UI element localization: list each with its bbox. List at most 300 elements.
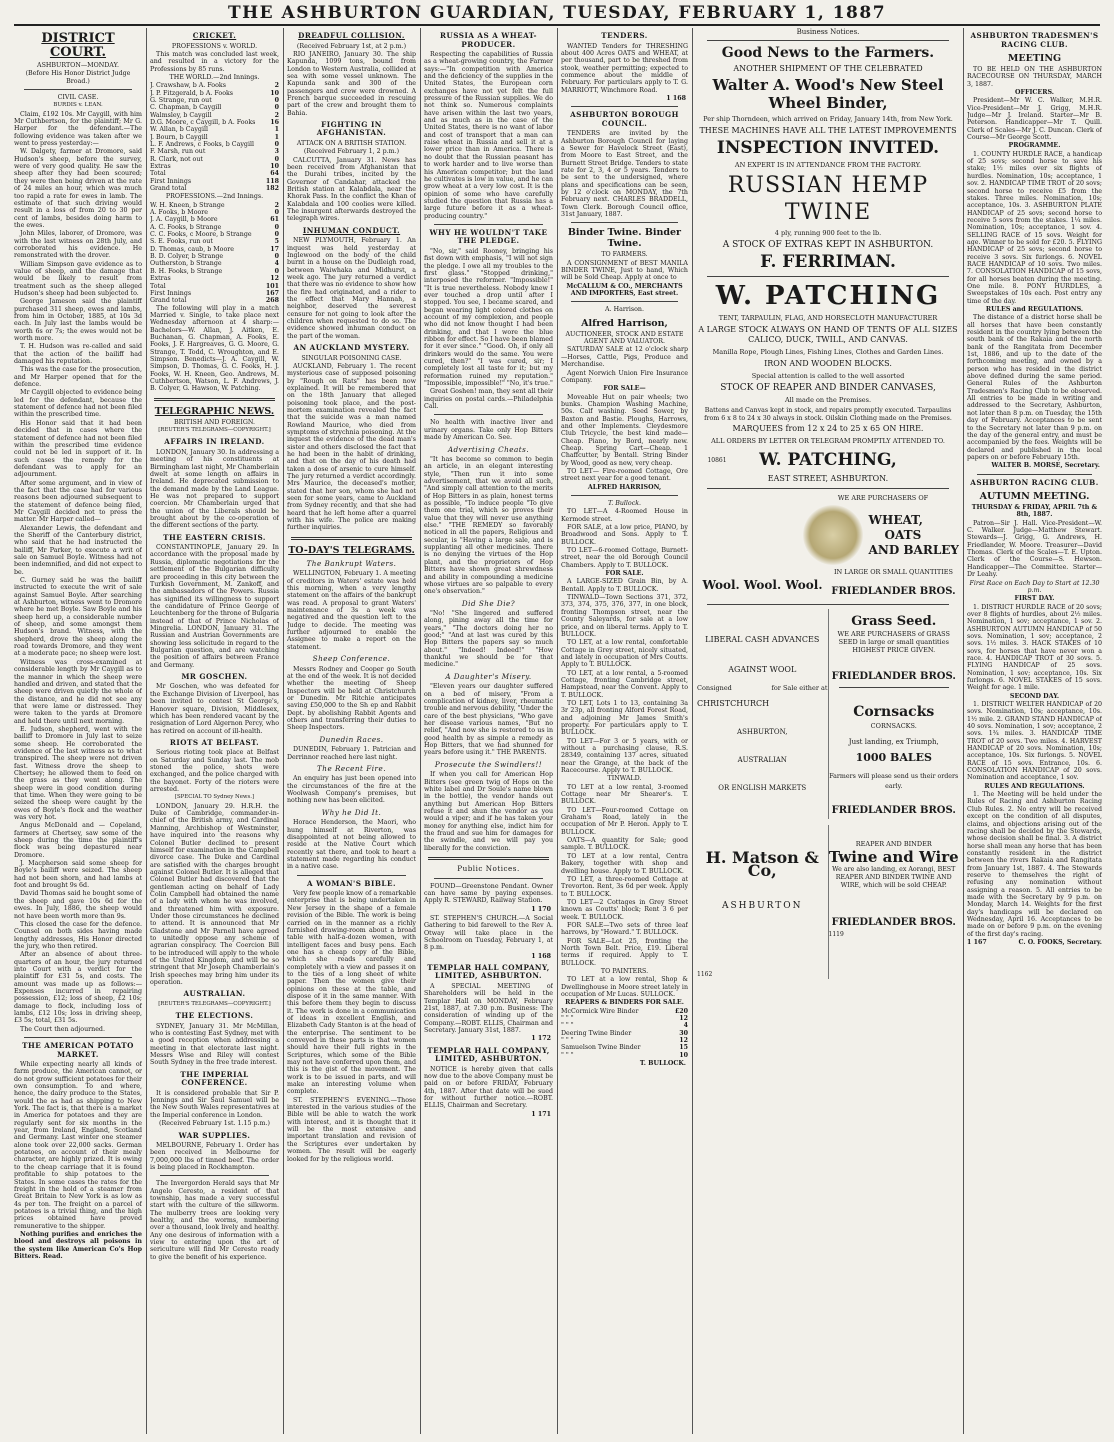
divider <box>571 301 678 302</box>
article-paragraph: Messrs Rodney and Cooper go South at the end of the week. It is not decided whether the meeting of Sheep Inspectors will be held at Christchurch or Dunedin. Mr Ritchie anticipates saving £50,000 to the Sh ep and Rabbit Dept. by abolishing Rabbit Agents and others and transferring their duties to Sheep Inspectors. <box>287 665 416 732</box>
racing-intro: TO BE HELD ON THE ASHBURTON RACECOURSE ON THURSDAY, MARCH 3, 1887. <box>967 66 1102 88</box>
price-row <box>561 1044 688 1051</box>
score-row <box>150 202 279 209</box>
expert-line: AN EXPERT IS IN ATTENDANCE FROM THE FACTORY. <box>734 161 922 170</box>
score-row-value: 12 <box>270 275 279 283</box>
ad-number: 10861 <box>707 456 727 464</box>
price-row <box>561 1030 688 1037</box>
score-row-value: 10 <box>270 89 279 97</box>
score-row-value: 2 <box>274 82 279 90</box>
rules-heading-2: RULES AND REGULATIONS. <box>984 782 1085 790</box>
article-paragraph: Alexander Lewis, the defendant and the Sheriff of the Canterbury district, who said that he had instructed the bailiff, Mr Parker, to execute a writ of sale on Samuel Boyle. Witness had not been indemnified, and did not expect to be. <box>14 524 142 576</box>
bullock-ad: OATS—A quantity for Sale; good sample. T. BULLOCK. <box>561 837 688 852</box>
fire-title: The Recent Fire. <box>317 763 386 773</box>
ad-number: 1 168 <box>531 952 551 960</box>
bullock-sig: T. BULLOCK. <box>639 1060 686 1068</box>
score-row <box>150 246 279 253</box>
article-paragraph: Witness was cross-examined at considerable length by Mr Caygill as to the manner in which the sheep were handled and driven, and stated that the sheep were driven quietly the whole of the distance, and he did not see any that were lame or distressed. They were taken to the yards at Dromore and held there until next morning. <box>14 658 142 725</box>
article-paragraph: This closed the case for the defence. Counsel on both sides having made lengthy addresses, His Honor directed the jury, who then retired. <box>14 920 142 950</box>
mccallum-firm: McCALLUM & CO., MERCHANTS AND IMPORTERS, East street. <box>566 282 683 298</box>
second-day-list: 1. DISTRICT WELTER HANDICAP of 20 sovs. Nomination, 10s; acceptance, 10s. 1½ mile. 2. GRAND STAND HANDICAP of 40 sovs. Nomination, 1 sov; acceptance, 2 sovs. 1¾ miles. 3. HANDICAP TIME TROT of 20 sovs. Two miles. 4. HARVEST HANDICAP of 20 sovs. Nomination, 10s; acceptance, 10s. Six furlongs. 5. NOVEL RACE of 15 sovs. Entrance, 10s. 6. CONSOLATION HANDICAP of 20 sovs. Nomination and acceptance, 1 sov. <box>967 701 1102 782</box>
inhuman-title: INHUMAN CONDUCT. <box>302 225 401 235</box>
article-paragraph: The Invergordon Herald says that Mr Angelo Ceresto, a resident of that township, has made a very successful start with the culture of the silkworm. The mulberry trees are looking very healthy, and the worms, numbering over a thousand, look lively and healthy. Any one desirous of information with a view to entering upon the art of sericulture will find Mr Ceresto ready to give the benefit of his experience. <box>150 1180 279 1261</box>
racing-footer <box>967 939 1102 946</box>
insurance-agent: Agent Norwich Union Fire Insurance Company. <box>561 369 688 384</box>
premises-line: All made on the Premises. <box>784 396 872 405</box>
telegraph-subtitle: BRITISH AND FOREIGN. <box>174 418 255 426</box>
score-row-label: J. P. Fitzgerald, b A. Fooks <box>150 89 234 97</box>
reuter-credit: [REUTER'S TELEGRAMS—COPYRIGHT.] <box>158 1000 271 1007</box>
price-row-label: " " " <box>561 1022 574 1030</box>
twine-block <box>828 825 960 978</box>
article-paragraph: Great Goshen! man, they sent all their inquiries on postal cards.—Philadelphia Call. <box>424 388 553 411</box>
dunedin-title: Dunedin Races. <box>319 734 384 744</box>
score-row-value: 0 <box>274 267 279 275</box>
divider <box>707 604 949 605</box>
ad-number: 1162 <box>697 971 713 979</box>
score-row-value: 3 <box>274 148 279 156</box>
afghanistan-title: FIGHTING IN AFGHANISTAN. <box>316 119 387 138</box>
article-paragraph: ST. STEPHEN'S EVENING.—Those interested in the various studies of the Bible will be able to watch the work with interest, and it is thought that it will be the most extensive and important translation and revision of the Scriptures ever undertaken by women. The result will be eagerly looked for by the religious world. <box>287 1096 416 1163</box>
cricket-intro: This match was concluded last week, and resulted in a victory for the Professions by 85 runs. <box>150 50 279 73</box>
score-row-label: Walmsley, b Caygill <box>150 111 212 119</box>
grass-body: WE ARE PURCHASERS of GRASS SEED in large or small quantities HIGHEST PRICE GIVEN. <box>837 630 950 655</box>
article-paragraph: No health with inactive liver and urinary organs. Take only Hop Bitters made by American Co. See. <box>424 419 553 442</box>
did-she-die-title: Did She Die? <box>461 598 516 608</box>
friedlander-name: FRIEDLANDER BROS. <box>831 586 956 598</box>
reaper-binder: REAPER AND BINDER <box>855 840 932 849</box>
matson-name: H. Matson & Co, <box>705 848 819 881</box>
manilla-line: Manilla Rope, Plough Lines, Fishing Lines, Clothes and Garden Lines. <box>712 348 944 357</box>
score-row-label: W. H. Kneen, b Strange <box>150 201 225 209</box>
score-row-label: First Innings <box>150 177 192 185</box>
public-notices-title: Public Notices. <box>457 864 520 873</box>
ad-number: 1 167 <box>967 939 987 946</box>
divider <box>571 495 678 496</box>
score-row-label: Extras <box>150 163 171 170</box>
friedlander-name: FRIEDLANDER BROS. <box>831 805 956 817</box>
cricket-teams: The following will play in a match Married v. Single, to take place next Wednesday afternoon at 4 sharp:—Bachelors—W. Allan, J. Aitken, E. Buchanan, G. Chapman, A. Fooks, E. Fooks, J. F. Hargreaves, G. G. Moore, G. Strange, T. Todd, C. Wroughton, and E. Simpson. Benedicts—J. A. Caygill, W. Simpson, D. Thomas, G. C. Fooks, H. J. Fooks, W. H. Kneen, Geo. Andrews, M. Cuthbertson, Watson, L. F. Andrews, J. B. Colyer, G. Hawson, W. Patching. <box>150 304 279 393</box>
score-row-value: 64 <box>270 170 279 178</box>
score-row-label: R. Clark, not out <box>150 155 203 163</box>
ad-number: 1 171 <box>531 1110 551 1118</box>
score-row <box>150 253 279 260</box>
column-rule <box>692 28 693 1434</box>
cornsacks-headline: Cornsacks <box>853 704 935 721</box>
score-row <box>150 297 279 304</box>
article-paragraph: C. Gurney said he was the bailiff instructed to execute the writ of sale against Samuel Boyle. After searching at Ashburton, witness went to Dromore where he met Boyle. Saw Boyle and his sheep herd up, a considerable number of sheep, and some amongst them Hudson's brand. Witness, with the shepherd, drove the sheep along the road towards Dromore, and they went at a moderate pace; no sheep were lost. <box>14 577 142 658</box>
harrison-sig: ALFRED HARRISON, <box>587 483 662 491</box>
score-row <box>150 82 279 89</box>
article-paragraph: LONDON, January 30. In addressing a meeting of his constituents at Birmingham last night, Mr Chamberlain dwelt at some length on affairs in Ireland. He deprecated submission to the demand made by the Land League. He was not prepared to support coercion. Mr Chamberlain urged that the union of the Liberals should be brought about by the co-operation of the different sections of the party. <box>150 448 279 530</box>
potato-title: THE AMERICAN POTATO MARKET. <box>22 1041 134 1059</box>
score-row <box>150 170 279 177</box>
score-row <box>150 275 279 282</box>
price-row-value: 15 <box>679 1044 688 1052</box>
article-paragraph: After some argument, and in view of the fact that the case had for various reasons been adjourned subsequent to the statement of defence being filed, Mr Caygill decided not to press the matter. Mr Harper called— <box>14 479 142 524</box>
place-line: ASHBURTON—MONDAY. <box>37 62 119 69</box>
pledge-title: WHY HE WOULDN'T TAKE THE PLEDGE. <box>429 227 548 246</box>
price-row <box>561 1008 688 1015</box>
first-day-heading: FIRST DAY. <box>1014 595 1055 603</box>
matson-block <box>697 825 828 978</box>
column-cricket-telegraph <box>150 28 279 1434</box>
price-row-label: " " " <box>561 1051 574 1059</box>
article-paragraph: "No, sir," said Rooney, bringing his fist down with emphasis, "I will not sign the pledge. I owe all my troubles to the first glass." "Stopped drinking," interposed the reformer. "Impossible!" "It is true nevertheless. Nobody knew I ever touched a drop until after I stopped. You see, I became scared, and began wearing light colored clothes on account of my complexion, and people who did not know thought I had been drinking, and that I wore the blue ribbon for effect. So I have been blamed for it ever since." "Good. Oh, if only all drinkers would do the same. You were cured, then?" "I was cured, sir; I completely lost all taste for it; but my reformation ruined my reputation." "Impossible, impossible!" "No, it's true." <box>424 247 553 388</box>
cricket-title: CRICKET. <box>192 31 237 40</box>
article-paragraph: After an absence of about three-quarters of an hour, the jury returned into Court with a verdict for the plaintiff for £31 5s, and costs. The amount was made up as follows:—Expenses incurred in repairing possession, £12; loss of sheep, £2 10s; damage to flock, including loss of lambs, £12 10s; loss in driving sheep, £3 5s; total, £31 5s. <box>14 951 142 1025</box>
score-row-label: F. Marsh, run out <box>150 148 206 156</box>
barley-label: AND BARLEY <box>868 542 959 557</box>
score-row <box>150 156 279 163</box>
collision-title: DREADFUL COLLISION. <box>298 31 405 40</box>
masthead: THE ASHBURTON GUARDIAN, TUESDAY, FEBRUARY 1, 1887 <box>14 2 1100 26</box>
wheat-label: WHEAT, <box>868 512 923 527</box>
article-paragraph: CONSTANTINOPLE, January 29. In accordance with the proposal made by Russia, diplomatic negotiations for the settlement of the Bulgarian difficulty are proceeding in this city between the Turkish Government, M. Zankoff, and the ambassadors of the Powers. Russia has signified its willingness to support the candidature of Prince George of Leuchtenberg for the throne of Bulgaria instead of that of Prince Nicholas of Mingrelia. LONDON, January 31. The Russian and Austrian Governments are showing less solicitude in regard to the Bulgarian question, and are watching the position of affairs between France and Germany. <box>150 544 279 669</box>
score-row-label: A. Fooks, b Moore <box>150 209 209 217</box>
score-row-value: 167 <box>265 289 279 297</box>
score-row-value: 10 <box>270 163 279 170</box>
racing-secretary: WALTER B. MORSE, Secretary. <box>991 462 1100 470</box>
divider <box>571 106 678 107</box>
received-line: (Received February 1st. 1.15 p.m.) <box>159 1120 270 1128</box>
advances-row <box>697 609 959 819</box>
district-court-title: DISTRICT COURT. <box>41 31 115 60</box>
notice-templar: A SPECIAL MEETING of Shareholders will be held in the Templar Hall on MONDAY, February 21st, 1887, at 7.30 p.m. Business: The consideration of winding up of the Company.—ROBT. ELLIS, Chairman and Secretary. January 31st, 1887. <box>424 982 553 1034</box>
divider <box>160 1175 269 1176</box>
large-stock: A LARGE STOCK ALWAYS ON HAND OF TENTS OF ALL SIZES CALICO, DUCK, TWILL, AND CANVAS. <box>698 325 958 345</box>
racing-secretary-2: C. O. FOOKS, Secretary. <box>1018 939 1102 946</box>
price-row-value: 4 <box>683 1022 688 1030</box>
bullock-ad: TINWALD—Town Sections 371, 372, 373, 374, 375, 376, 377, in one block, fronting Thompson street, near the County Saleyards, for sale at a low price, and on liberal terms. Apply to T. BULLOCK. <box>561 594 688 638</box>
bullock-ad: TO LET—2 Cottages in Grey Street known as Coutts' block; Rent 3 6 per week. T. BULLOCK. <box>561 898 688 921</box>
divider <box>434 224 543 225</box>
score-row-value: 0 <box>274 231 279 239</box>
first-race-line: First Race on Each Day to Start at 12.30 p.m. <box>969 579 1100 594</box>
wool-block <box>697 565 828 600</box>
score-row <box>150 97 279 104</box>
bullock-heading: T. Bullock. <box>607 500 642 507</box>
notice-templar-2: NOTICE is hereby given that calls now due to the above Company must be paid on or before FRIDAY, February 4th, 1887. After that date will be sued for without further notice.—ROBT. ELLIS, Chairman and Secretary. <box>424 1065 553 1110</box>
score-row-value: 17 <box>270 245 279 253</box>
consign-line <box>697 685 828 692</box>
ad-number: 1119 <box>828 931 844 939</box>
article-paragraph: David Thomas said he bought some of the sheep and gave 10s 6d for the ewes. In July, 1886, the sheep would not have been worth more than 9s. <box>14 890 142 920</box>
second-day-heading: SECOND DAY. <box>1009 692 1060 700</box>
for-sale-heading: FOR SALE— <box>603 385 646 393</box>
divider <box>977 474 1092 475</box>
mystery-title: AN AUCKLAND MYSTERY. <box>293 343 410 353</box>
divider <box>291 537 412 540</box>
daughter-title: A Daughter's Misery. <box>445 671 532 681</box>
score-row-label: Total <box>150 170 166 178</box>
racing-club-2: ASHBURTON RACING CLUB. <box>970 477 1099 487</box>
christchurch: CHRISTCHURCH <box>697 698 770 708</box>
score-row <box>150 224 279 231</box>
officers-list: President—Mr W. C. Walker, M.H.R. Vice-President—Mr J. Grigg, M.H.R. Judge—Mr J. Ireland. Starter—Mr B. Peterson. Handicapper—Mr T. Quill. Clerk of Scales—Mr J. C. Duncan. Clerk of Course—Mr George Scott. <box>967 97 1102 142</box>
council-title: ASHBURTON BOROUGH COUNCIL. <box>570 110 679 128</box>
special-credit: [SPECIAL TO Sydney News.] <box>174 794 255 801</box>
bullock-ad: TO LET, at a low rental, a 5-roomed Cottage, fronting Cambridge street, Hampstead, near the Convent. Apply to T. BULLOCK. <box>561 669 688 699</box>
english-markets: OR ENGLISH MARKETS <box>718 783 807 792</box>
divider <box>154 398 275 401</box>
twine-wire-headline: Twine and Wire <box>828 848 959 867</box>
ashburton-label: ASHBURTON, <box>737 727 788 736</box>
canvases-line: STOCK OF REAPER AND BINDER CANVASES, <box>720 383 936 394</box>
tinwald-heading: TINWALD. <box>607 775 642 783</box>
article-paragraph: Respecting the capabilities of Russia as a wheat-growing country, the Farmer says:—"In competition with America and the deficiency of the supplies in the United States, the European corn exchanges have not yet felt the full pressure of the Russian supplies. We do not think so. Numerous complaints have arisen within the last two years, and as much as in the case of the United States, there is no want of labor and cost of transport that a man can raise wheat in Russia and sell it at a lower price than in America. There is no doubt that the Russian peasant has to work harder and to live worse than his American competitor; but the land he cultivates is low in value, and he can grow wheat at a very low cost. It is the opinion of some who have carefully studied the question that Russia has a large future before it as a wheat-producing country." <box>424 51 553 220</box>
article-paragraph: MELBOURNE, February 1. Order has been received in Melbourne for 7,000,000 lbs of tinned beef. The order is being placed in Rockhampton. <box>150 1142 279 1172</box>
ship-line: Per ship Thorndeen, which arrived on Friday, January 14th, from New York. <box>703 115 953 124</box>
article-paragraph: It is considered probable that Sir P. Jennings and Sir Saul Samuel will be the New South Wales representatives at the Imperial conference in London. <box>150 1089 279 1119</box>
article-paragraph: Mr Caygill objected to evidence being led for the defendant, because the statement of defence had not been filed within the prescribed time. <box>14 389 142 419</box>
score-row <box>150 260 279 267</box>
divider <box>434 414 543 415</box>
wool-row <box>697 565 959 600</box>
score-row-value: 0 <box>274 253 279 261</box>
score-row-value: 0 <box>274 223 279 231</box>
first-day-list: 1. DISTRICT HURDLE RACE of 20 sovs; over 8 flights of hurdles, about 2½ miles. Nomination, 1 sov; acceptance, 1 sov. 2. ASHBURTON AUTUMN HANDICAP of 50 sovs. Nomination, 1 sov; acceptance, 2 sovs. 1½ miles. 3. HACK STAKES of 10 sovs, for horses that have never won a race. 4. HANDICAP TROT of 30 sovs. 5. FLYING HANDICAP of 25 sovs. Nomination, 1 sov; acceptance, 10s. Six furlongs. 6. NOVEL STAKES of 15 sovs. Weight for age. 1 mile. <box>967 603 1102 692</box>
ad-number: 1 170 <box>531 905 551 913</box>
score-row-value: 182 <box>265 185 279 193</box>
sheep-title: Sheep Conference. <box>312 654 391 664</box>
article-paragraph: AUCKLAND, February 1. The recent mysterious case of supposed poisoning by "Rough on Rats" has been now explained. It will be remembered that on the 18th January that alleged poisoning took place, and the post-mortem examination revealed the fact that the suicide was a man named Rowland Maurice, who died from symptoms of strychnia poisoning. At the inquest the evidence of the dead man's sister and others disclosed the fact that he had been in the habit of drinking, and that on the day of his death had taken a dose of arsenic to cure himself. The jury returned a verdict accordingly. Mrs Maurice, the deceased's mother, stated that her son, whom she had not seen for some years, came to Auckland from Sydney recently, and that she had heard that he left home after a quarrel with his wife. The police are making further inquiries. <box>287 362 416 532</box>
case-name: BURDIS v. LEAN. <box>53 102 103 109</box>
riots-title: RIOTS AT BELFAST. <box>169 737 260 747</box>
east-street: EAST STREET, ASHBURTON. <box>767 474 889 484</box>
article-paragraph: "Eleven years our daughter suffered on a bed of misery, "From a complication of kidney, liver, rheumatic trouble and nervous debility, "Under the care of the best physicians, "Who gave her disease various names, "But no relief, "And now she is restored to us in good health by as simple a remedy as Hop Bitters, that we had shunned for years before using it." THE PARENTS. <box>424 683 553 757</box>
article-paragraph: T. H. Hudson was re-called and said that the action of the bailiff had damaged his reputation. <box>14 343 142 366</box>
score-row-label: L. F. Andrews, c Fooks, b Caygill <box>150 140 254 148</box>
matson-row <box>697 825 959 978</box>
notice-st-stephens: ST. STEPHEN'S CHURCH.—A Social Gathering to bid farewell to the Rev A. Otway will take place in the Schoolroom on Tuesday, February 1, at 8 p.m. <box>424 914 553 952</box>
farmers-line: Farmers will please send us their orders early. <box>829 773 959 791</box>
advances-block <box>697 609 828 819</box>
binder-twine-title: Binder Twine. Binder Twine. <box>567 227 682 250</box>
patching-footer <box>697 448 959 472</box>
article-paragraph: "It has become so common to begin an article, in an elegant interesting style, "Then run it into some advertisement, that we avoid all such, "And simply call attention to the merits of Hop Bitters in as plain, honest terms as possible, "To induce people "To give them one trial, which so proves their value that they will never use anything else." "THE REMEDY so favorably noticed in all the papers, Religious and secular, is "Having a large sale, and is supplanting all other medicines. There is no denying the virtues of the Hop plant, and the proprietors of Hop Bitters have shown great shrewdness and ability in compounding a medicine whose virtues are so palpable to every one's observation." <box>424 456 553 596</box>
column-telegrams <box>287 28 416 1434</box>
patching-name-2: W. PATCHING, <box>759 450 897 471</box>
article-paragraph: WELLINGTON, February 1. A meeting of creditors in Waters' estate was held this morning, when a very lengthy statement on the affairs of the bankrupt was read. A proposal to grant Waters' maintenance of 3s a week was negatived and the question left to the Judge to decide. The meeting was further adjourned to enable the Assignee to make a report on the statement. <box>287 570 416 651</box>
prosecute-title: Prosecute the Swindlers!! <box>434 759 543 769</box>
liberal-cash: LIBERAL CASH ADVANCES <box>705 635 820 645</box>
eastern-title: THE EASTERN CRISIS. <box>163 532 266 542</box>
score-row-label: Grand total <box>150 297 187 305</box>
saturday-sale: SATURDAY SALE at 12 o'clock sharp —Horses, Cattle, Pigs, Produce and Merchandise. <box>561 346 688 369</box>
professions-innings-title: PROFESSIONS.—2nd Innings. <box>165 193 264 201</box>
australian-label: AUSTRALIAN <box>737 755 787 764</box>
telegraphic-news-title: TELEGRAPHIC NEWS. <box>154 405 275 417</box>
column-rule <box>557 28 558 1434</box>
article-paragraph: CALCUTTA, January 31. News has been received from Afghanistan that the Durahi tribes, incited by the Governor of Candahar, attacked the British station at Kalabdala, near the Khorak Pass. In the conflict the Khan of Kalabdala and 100 coolies were killed. The insurgent afterwards destroyed the telegraph wires. <box>287 156 416 223</box>
latest-improvements: THESE MACHINES HAVE ALL THE LATEST IMPROVEMENTS <box>699 126 957 136</box>
divider <box>839 687 950 688</box>
ply-line: 4 ply, running 900 feet to the lb. <box>774 229 882 238</box>
score-row-label: First Innings <box>150 289 192 297</box>
programme-list: 1. COUNTY HURDLE RACE, a handicap of 25 sovs; second horse to save his stake; 1½ miles over six flights of hurdles. Nomination, 10s; acceptance, 1 sov. 2. HANDICAP TIME TROT of 20 sovs; second horse to receive £5 from the stakes. Three miles. Nomination, 10s; acceptance, 10s. 3. ASHBURTON PLATE HANDICAP of 25 sovs; second horse to receive 5 sovs from the stakes. 1¼ miles. Nomination, 10s; acceptance, 1 sov. 4. SELLING RACE of 15 sovs. Weight for age. Winner to be sold for £20. 5. FLYING HANDICAP of 25 sovs; second horse to receive 3 sovs. Six furlongs. 6. NOVEL RACE HANDICAP of 10 sovs. Two miles. 7. CONSOLATION HANDICAP of 15 sovs, for all horses beaten during the meeting. One mile. 8. PONY HURDLES, a Sweepstakes of 10s each. Post entry any time of the day. <box>967 150 1102 305</box>
binder-body: A CONSIGNMENT of BEST MANILA BINDER TWINE, Just to hand, Which will be Sold Cheap. Apply at once to <box>561 259 688 282</box>
price-row <box>561 1022 688 1029</box>
to-farmers: TO FARMERS. <box>601 251 648 259</box>
harrison-small: A. Harrison. <box>605 306 644 314</box>
score-row-label: B. H. Fooks, b Strange <box>150 267 223 275</box>
score-row-value: 2 <box>274 111 279 119</box>
bankrupt-title: The Bankrupt Waters. <box>306 558 397 568</box>
elections-title: THE ELECTIONS. <box>175 1011 254 1021</box>
divider <box>297 875 406 876</box>
harrison-name: Alfred Harrison, <box>581 317 668 329</box>
score-row <box>150 163 279 170</box>
score-row <box>150 290 279 297</box>
purchasers-line: WE ARE PURCHASERS OF <box>837 494 929 503</box>
world-innings-title: THE WORLD.—2nd Innings. <box>169 73 260 81</box>
article-paragraph: The Court then adjourned. <box>20 1025 105 1033</box>
article-paragraph: SYDNEY, January 31. Mr McMillan, who is contesting East Sydney, met with a good reception when addressing a meeting in that electorate last night. Messrs Wise and Riley will contest South Sydney in the free trade interest. <box>150 1022 279 1067</box>
price-row-label: Samuelson Twine Binder <box>561 1044 641 1052</box>
score-row <box>150 268 279 275</box>
battens-line: Battens and Canvas kept in stock, and repairs promptly executed. Tarpaulins from 6 x 8 to 24 x 30 always in stock. Oilskin Clothing made on the Premises. <box>704 407 952 422</box>
score-row-value: 4 <box>274 260 279 268</box>
for-sale-heading: FOR SALE. <box>605 570 644 578</box>
tenders-title: TENDERS. <box>601 31 648 40</box>
templar-title-2: TEMPLAR HALL COMPANY, LIMITED, ASHBURTON. <box>427 1045 550 1064</box>
against-wool: AGAINST WOOL <box>728 665 797 675</box>
score-row <box>150 134 279 141</box>
score-row-value: 2 <box>274 201 279 209</box>
column-rule <box>283 28 284 1434</box>
war-supplies-title: WAR SUPPLIES. <box>178 1130 251 1140</box>
score-row-label: J. A. Caygill, b Moore <box>150 216 218 224</box>
for-sale-list: Moveable Hut on pair wheels; two bunks. Champion Washing Machine, 50s. Calf washing. Seed Sower, by Baxton and Bastie. Ploughs, Harrows, and other Implements. Cleydesmore Club Tricycle, the best kind made—Cheap. Piano, by Bord, nearly new. Cheap. Spring Cart—Cheap. 1 Chaffcutter, by Bentall. String Binder by Wood, good as new, very cheap. <box>561 393 688 467</box>
special-attention: Special attention is called to the well assorted <box>751 372 905 381</box>
cornsacks-sub: CORNSACKS. <box>870 722 917 731</box>
price-row-label: " " " <box>561 1015 574 1023</box>
score-row-label: Grand total <box>150 185 187 193</box>
article-paragraph: W. Dalgety, farmer at Dromore, said Hudson's sheep, before the survey, were of very good quality. He saw the sheep after they had been scoured; they were then being driven at the rate of 24 miles an hour, which was much too rapid a rate for ewes in lamb. The estimate of that such driving would result in a loss of from 20 to 30 per cent of lambs, besides doing harm to the ewes. <box>14 148 142 229</box>
ferriman-name: F. FERRIMAN. <box>760 252 896 273</box>
article-paragraph: NEW PLYMOUTH, February 1. An inquest was held yesterday at Inglewood on the body of the child burnt in a house on the Dudleigh road, between Waiwhaka and Midhurst, a week ago. The jury returned a verdict that there was no evidence to show how the fire had originated, and a rider to the effect that Mary Hannah, a neighbor, deserved the severest censure for not going to look after the children when requested to do so. The evidence showed inhuman conduct on the part of the woman. <box>287 237 416 340</box>
article-paragraph: Claim, £192 10s. Mr Caygill, with him Mr Cuthbertson, for the plaintiff; Mr G. Harper for the defendant.—The following evidence was taken after we went to press yesterday:— <box>14 110 142 148</box>
score-row <box>150 238 279 245</box>
score-row-label: D. Thomas, caub, b Moore <box>150 245 235 253</box>
goschen-title: MR GOSCHEN. <box>181 671 248 681</box>
grain-list <box>869 512 959 559</box>
column-rule <box>146 28 147 1434</box>
meeting-title: MEETING <box>1007 53 1062 64</box>
column-rule <box>963 28 964 1434</box>
score-row-label: D.G. Moore, c Caygill, b A. Fooks <box>150 118 256 126</box>
painters-heading: TO PAINTERS. <box>600 967 649 975</box>
price-row-label: " " " <box>561 1037 574 1045</box>
score-row <box>150 141 279 148</box>
column-district-court <box>14 28 142 1434</box>
article-paragraph: His Honor said that it had been decided that in cases where the statement of defence had not been filed within the prescribed time evidence could not be led in support of it. In such cases the remedy for the defendant was to apply for an adjournment. <box>14 419 142 479</box>
article-paragraph: Horace Henderson, the Maori, who hung himself at Riverton, was disappointed at not being allowed to reside at the Native Court which recently sat there, and took to heart a statement made regarding his conduct in a native case. <box>287 819 416 871</box>
divider <box>24 1037 132 1038</box>
conference-title: THE IMPERIAL CONFERENCE. <box>180 1069 249 1088</box>
todays-telegrams-title: TO-DAY'S TELEGRAMS. <box>288 544 415 556</box>
score-row-value: 0 <box>274 155 279 163</box>
hop-bitters-notice: Nothing purifies and enriches the blood and destroys all poisons in the system like American Co's Hop Bitters. Read. <box>14 1230 142 1260</box>
reapers-heading: REAPERS & BINDERS FOR SALE. <box>565 999 684 1007</box>
bullock-ad: FOR SALE—Lot 25, fronting the North Town Belt. Price, £19. Liberal terms if required. Apply to T. BULLOCK. <box>561 937 688 967</box>
professions-scorecard <box>150 202 279 305</box>
article-paragraph: Angus McDonald and — Copeland, farmers at Chertsey, saw some of the sheep during the time the plaintiff's flock was being depastured near Dromore. <box>14 822 142 859</box>
grass-block <box>828 609 960 819</box>
score-row-value: 0 <box>274 96 279 104</box>
article-paragraph: Very few people know of a remarkable enterprise that is being undertaken in New Jersey in the shape of a female revision of the Bible. The work is being carried on in the manner as a richly furnished drawing-room about a broad table with half-a-dozen women, with intelligent faces and busy pens. Each one has a cheap copy of the Bible, which she reads carefully and completely with a view and passes it on to the ties of a long sheet of white paper. Then the women give their opinions on these at the table, and dispose of it in the same manner. With this before them they begin to discuss it. The work is done in a communication of ideas in excellent English, and Elizabeth Cady Stanton is at the head of the enterprise. The sentiment to be conveyed in these parts is that women should have their full rights in the Scriptures, which some of the Bible may not have conferred upon them, and this is the gist of the movement. The work is to be issued in parts, and will make an interesting volume when complete. <box>287 890 416 1096</box>
score-row-label: C. Chapman, b Caygill <box>150 104 222 112</box>
bullock-ad: TO LET at a low rental, Shop & Dwellinghouse in Moore street lately in occupation of Mr Lucas. SULLOCK. <box>561 976 688 998</box>
stock-extras: A STOCK OF EXTRAS KEPT IN ASHBURTON. <box>722 240 934 251</box>
harrison-subtitle: AUCTIONEER, STOCK AND ESTATE AGENT AND VALUATOR. <box>565 330 684 346</box>
price-row-value: £20 <box>674 1007 688 1015</box>
score-row-value: 5 <box>274 238 279 246</box>
score-row <box>150 231 279 238</box>
why-title: Why he Did It. <box>321 807 382 817</box>
price-row-label: McCormick Wire Binder <box>561 1007 639 1015</box>
divider <box>707 488 949 489</box>
price-row <box>561 1037 688 1044</box>
score-row-label: Outherston, b Strange <box>150 260 222 268</box>
bullock-ad: TO LET at a low rental, Centra Bakery, together with shop and dwelling house. Apply to T. BULLOCK. <box>561 852 688 875</box>
ad-number: 1 168 <box>666 94 686 102</box>
officers-heading: OFFICERS. <box>1015 89 1054 97</box>
autumn-meeting-title: AUTUMN MEETING. <box>979 491 1090 503</box>
article-paragraph: RIO JANEIRO, January 30. The ship Kapunda, 1099 tons, bound from London to Western Australia, collided at sea with some vessel unknown. The Kapunda sank and 300 of the passengers and crew were drowned. A French barque succeeded in rescuing part of the crew and brought them to Bahia. <box>287 50 416 117</box>
reapers-price-list <box>561 1008 688 1059</box>
programme-heading: PROGRAMME. <box>1008 142 1061 150</box>
oats-label: OATS <box>884 527 922 542</box>
consign-label: Consigned <box>697 684 732 693</box>
wheat-sheaf-icon <box>803 505 863 565</box>
score-row-value: 61 <box>270 216 279 224</box>
score-row <box>150 90 279 97</box>
score-row-value: 1 <box>274 126 279 134</box>
matson-ashburton: ASHBURTON <box>721 901 803 912</box>
orders-line: ALL ORDERS BY LETTER OR TELEGRAM PROMPTLY ATTENDED TO. <box>711 437 945 446</box>
russia-title: RUSSIA AS A WHEAT-PRODUCER. <box>440 31 537 49</box>
friedlander-name: FRIEDLANDER BROS. <box>831 917 956 929</box>
article-paragraph: E. Judson, shepherd, went with the bailiff to Dromore in July last to seize some sheep. He corroborated the evidence of the last witness as to what transpired. The sheep were not driven fast. Witness drove the sheep to Chertsey; he allowed them to feed on the grass as they went along. The sheep were in good condition during that time. When they were going to be seized the sheep were caught by the ewes of Boyle's flock and the weather was very hot. <box>14 725 142 822</box>
score-row <box>150 185 279 192</box>
bullock-ad: TO LET at a low rental, 3-roomed Cottage near Mr Shearer's. T. BULLOCK. <box>561 783 688 806</box>
article-paragraph: DUNEDIN, February 1. Patrician and Derrinnor reached here last night. <box>287 746 416 761</box>
price-row <box>561 1052 688 1059</box>
friedlander-name: FRIEDLANDER BROS. <box>831 671 956 683</box>
price-row <box>561 1015 688 1022</box>
score-row <box>150 209 279 216</box>
for-sale-label: for Sale either at <box>771 684 828 693</box>
score-row-value: 1 <box>274 133 279 141</box>
templar-title: TEMPLAR HALL COMPANY, LIMITED, ASHBURTON. <box>427 962 550 981</box>
bible-title: A WOMAN'S BIBLE. <box>307 878 396 888</box>
score-row-label: A. C. Fooks, b Strange <box>150 223 222 231</box>
price-row-value: 30 <box>679 1029 688 1037</box>
column-tenders <box>561 28 688 1434</box>
bales-line: 1000 BALES <box>855 751 932 765</box>
blocks-line: IRON AND WOODEN BLOCKS. <box>764 359 892 369</box>
judge-line: (Before His Honor District Judge Broad.) <box>25 70 131 85</box>
notice-found: FOUND—Greenstone Pendant. Owner can have same by paying expenses. Apply R. STEWARD, Railway Station. <box>424 882 553 905</box>
ad-number: 1 172 <box>531 1035 551 1043</box>
price-row-value: 12 <box>679 1037 688 1045</box>
column-racing <box>967 28 1102 1434</box>
score-row <box>150 112 279 119</box>
received-line: (Received February 1st, at 2 p.m.) <box>296 42 407 50</box>
article-paragraph: LONDON, January 29. H.R.H. the Duke of Cambridge, commander-in-chief of the British army, and Cardinal Manning, Archbishop of Westminster, have inquired into the reasons why Colonel Butler declined to present himself for examination in the Campbell divorce case. The Duke and Cardinal are satisfied with the charges brought against Colonel Butler. It is alleged that Colonel Butler had discovered that the gentleman acting on behalf of Lady Colin Campbell had obtained the name of a lady with whom he was involved, and threatened him with exposure. Under those circumstances he declined to attend. It is announced that Mr Gladstone and Mr Parnell have agreed to unitedly oppose any scheme of agrarian conspiracy. The Coercion Bill to be introduced will apply to the whole of the United Kingdom, and will be so stringent that Mr Joseph Chamberlain's Irish speeches may bring him under its operation. <box>150 802 279 987</box>
